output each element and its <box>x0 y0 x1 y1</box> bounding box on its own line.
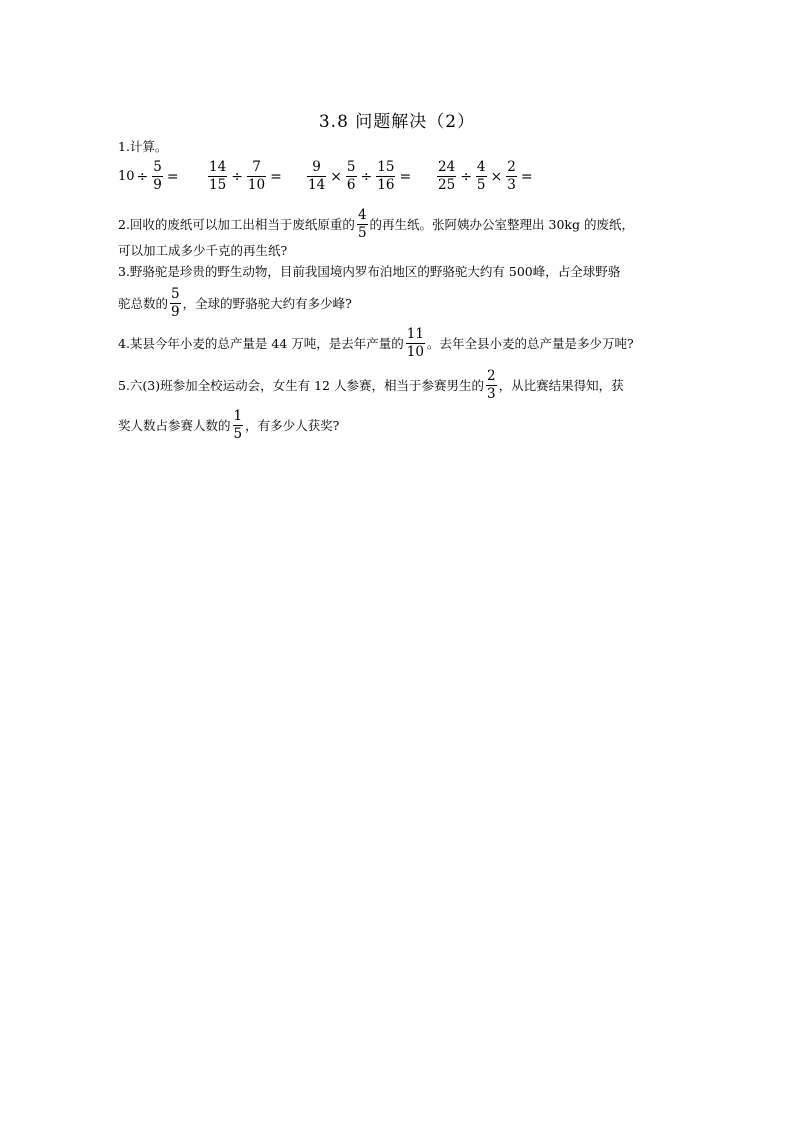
q2-text: 2.回收的废纸可以加工出相当于废纸原重的 <box>118 216 355 232</box>
q5-text: 5.六(3)班参加全校运动会，女生有 12 人参赛，相当于参赛男生的 <box>118 377 484 393</box>
operator: ÷ <box>231 168 243 185</box>
q5-line-1 <box>118 370 624 401</box>
equals-sign: = <box>399 168 412 185</box>
q3-text: 驼总数的 <box>118 295 169 311</box>
q1-expression-1 <box>118 161 181 192</box>
equals-sign: = <box>166 168 179 185</box>
operator: ÷ <box>460 168 472 185</box>
page-title: 3.8 问题解决（2） <box>318 112 476 132</box>
fraction: $\frac{5}{9}$ <box>171 286 180 320</box>
operator: × <box>330 168 342 185</box>
q1-expression-4 <box>435 161 535 192</box>
q5-text: ，从比赛结果得知，获 <box>498 377 624 393</box>
q5-text: 奖人数占参赛人数的 <box>118 417 231 433</box>
fraction: $\frac{9}{14}$ <box>308 159 326 193</box>
q5-text: ，有多少人获奖? <box>245 417 340 433</box>
q4-text: 。去年全县小麦的总产量是多少万吨? <box>426 335 634 351</box>
fraction: $\frac{4}{5}$ <box>476 159 486 193</box>
q1-expression-3 <box>305 161 413 192</box>
q2-text: 的再生纸。张阿姨办公室整理出 30kg 的废纸， <box>369 216 634 232</box>
fraction: $\frac{5}{9}$ <box>153 159 162 193</box>
operator: ÷ <box>360 168 373 185</box>
equals-sign: = <box>270 168 282 185</box>
fraction: $\frac{15}{16}$ <box>377 159 395 193</box>
fraction: $\frac{11}{10}$ <box>406 326 424 360</box>
q1-expression-2 <box>206 161 284 192</box>
fraction: $\frac{4}{5}$ <box>357 207 367 241</box>
fraction: $\frac{14}{15}$ <box>209 159 227 193</box>
q2-line-1 <box>118 209 634 240</box>
fraction: $\frac{7}{10}$ <box>247 159 266 193</box>
operand: 10 <box>118 169 135 184</box>
equals-sign: = <box>520 168 533 185</box>
fraction: $\frac{24}{25}$ <box>438 159 456 193</box>
operator: × <box>490 168 503 185</box>
fraction: $\frac{5}{6}$ <box>346 159 356 193</box>
q1-label: 1.计算。 <box>118 139 168 154</box>
q4-line-1 <box>118 328 634 359</box>
fraction: $\frac{2}{3}$ <box>507 159 516 193</box>
q3-line-2 <box>118 288 352 319</box>
q2-line-2: 可以加工成多少千克的再生纸? <box>118 243 288 258</box>
q3-line-1: 3.野骆驼是珍贵的野生动物，目前我国境内罗布泊地区的野骆驼大约有 500峰，占全球野骆 <box>118 264 621 279</box>
q4-text: 4.某县今年小麦的总产量是 44 万吨，是去年产量的 <box>118 335 404 351</box>
q3-text: ，全球的野骆驼大约有多少峰? <box>182 295 352 311</box>
operator: ÷ <box>136 168 149 185</box>
fraction: $\frac{1}{5}$ <box>233 408 243 442</box>
q5-line-2 <box>118 410 339 441</box>
fraction: $\frac{2}{3}$ <box>487 368 496 402</box>
